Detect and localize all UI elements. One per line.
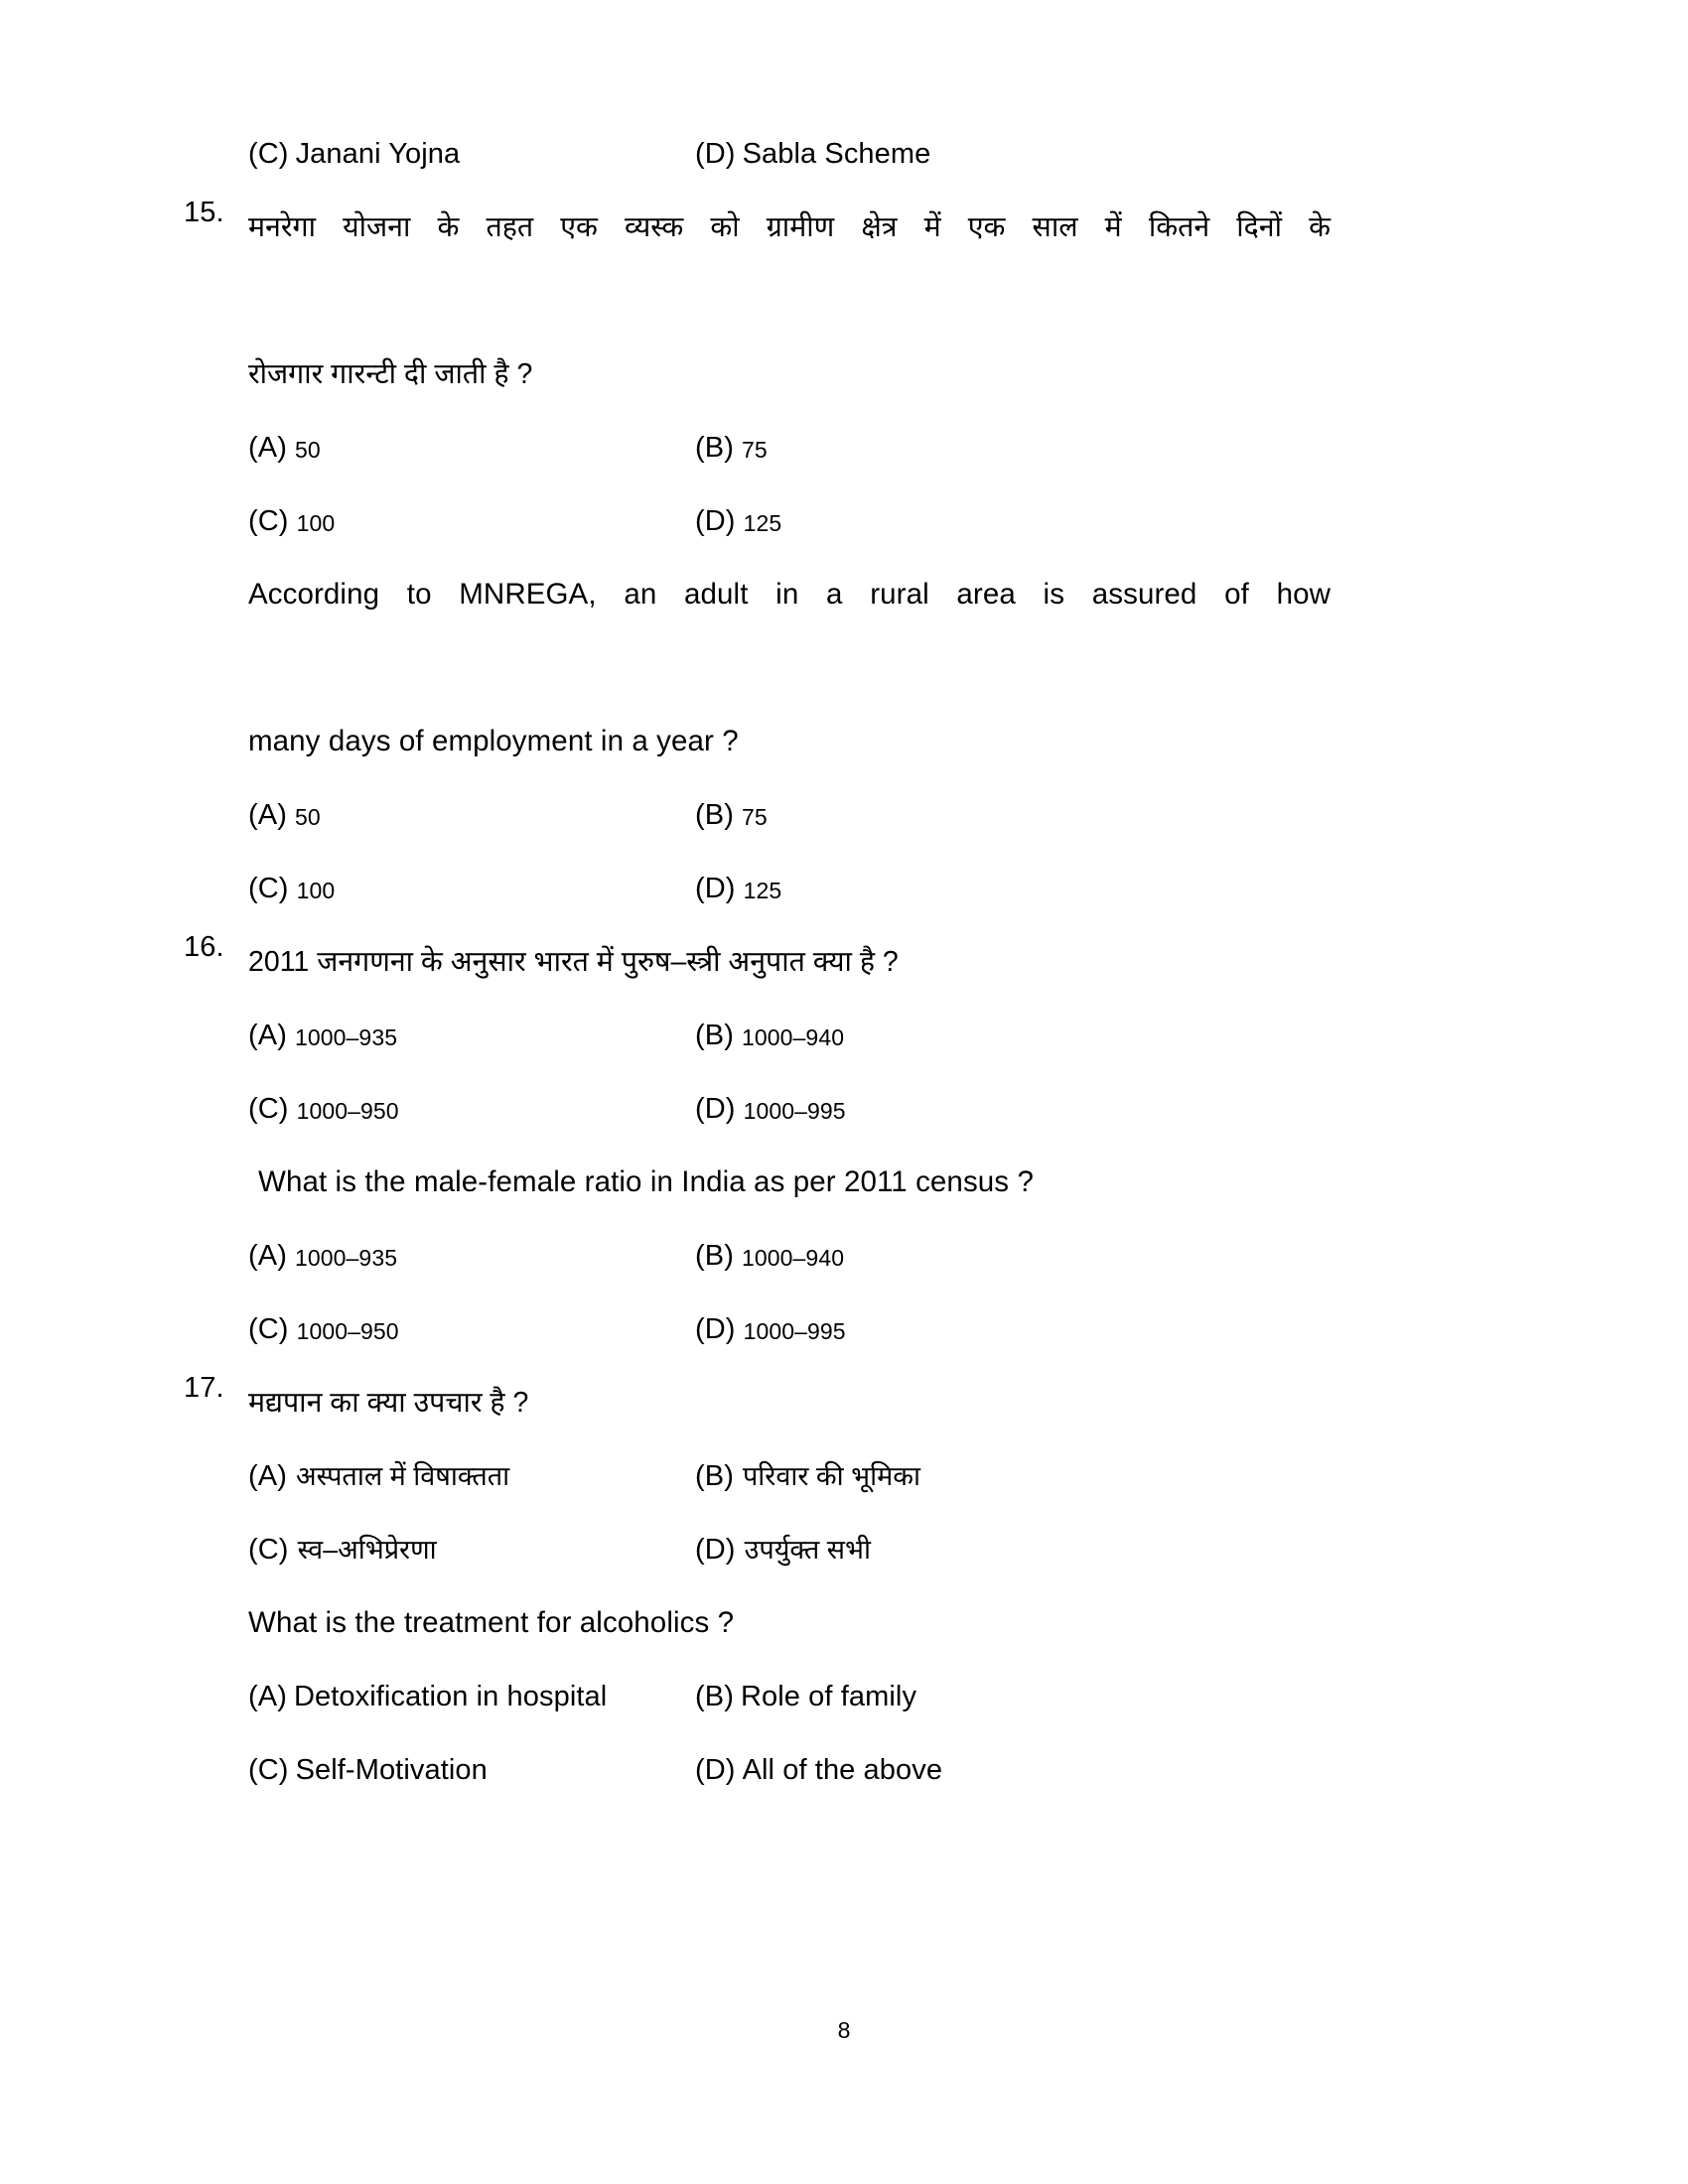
option-key: (B) xyxy=(695,798,734,831)
question-17-option-c-hi xyxy=(248,1533,695,1566)
question-16-options-hindi-row1 xyxy=(248,999,1331,1072)
option-key: (D) xyxy=(695,1312,736,1345)
question-16-option-a-hi xyxy=(248,1019,695,1051)
option-text: Self-Motivation xyxy=(295,1753,488,1786)
option-text: Role of family xyxy=(740,1680,917,1712)
question-16-option-b-en xyxy=(695,1239,1291,1272)
option-key: (A) xyxy=(248,1019,287,1051)
option-text: 75 xyxy=(741,436,768,463)
option-text: 125 xyxy=(743,509,782,536)
option-text: परिवार की भूमिका xyxy=(742,1460,920,1491)
question-15-option-b-hi xyxy=(695,431,1291,464)
option-text: 100 xyxy=(296,509,336,536)
option-text: 50 xyxy=(294,436,321,463)
option-key: (D) xyxy=(695,1753,736,1786)
carryover-options-row xyxy=(248,117,1331,191)
question-16-option-d-en xyxy=(695,1312,1291,1345)
question-15-options-hindi-row1 xyxy=(248,411,1331,484)
question-15-option-b-en xyxy=(695,798,1291,831)
option-d xyxy=(695,137,1291,170)
option-text: Detoxification in hospital xyxy=(293,1680,608,1712)
question-16-stem-hindi-line1: 2011 जनगणना के अनुसार भारत में पुरुष–स्त्री अनुपात क्या है ? xyxy=(248,946,899,978)
option-d-key: (D) xyxy=(695,137,736,170)
option-key: (C) xyxy=(248,1753,289,1786)
question-15-stem-english-line2: many days of employment in a year ? xyxy=(248,725,739,757)
option-c xyxy=(248,137,695,170)
option-text: 1000–995 xyxy=(743,1097,846,1124)
question-16-stem-english-line1: What is the male-female ratio in India as per 2011 census ? xyxy=(258,1165,1034,1198)
page-number: 8 xyxy=(837,2017,851,2043)
option-key: (B) xyxy=(695,1239,734,1272)
question-16-number: 16. xyxy=(184,931,224,963)
question-16-options-english-row1 xyxy=(248,1219,1331,1293)
question-16-options-hindi-row2 xyxy=(248,1072,1331,1146)
question-17-stem-hindi-line1: मद्यपान का क्या उपचार है ? xyxy=(248,1387,529,1419)
option-text: 1000–935 xyxy=(294,1024,398,1050)
question-15-options-hindi-row2 xyxy=(248,484,1331,558)
option-key: (D) xyxy=(695,1533,736,1566)
question-16-stem-english xyxy=(248,1146,1340,1219)
question-17-option-d-en xyxy=(695,1753,1291,1786)
question-16-option-b-hi xyxy=(695,1019,1291,1051)
question-15-stem-hindi-line2: रोजगार गारन्टी दी जाती है ? xyxy=(248,358,533,390)
question-15-option-a-en xyxy=(248,798,695,831)
question-17-options-hindi-row2 xyxy=(248,1513,1331,1586)
question-17-stem-english-line1: What is the treatment for alcoholics ? xyxy=(248,1606,735,1639)
question-17-option-b-en xyxy=(695,1680,1291,1712)
question-17 xyxy=(184,1366,1440,1807)
option-text: 50 xyxy=(294,803,321,830)
question-16-option-d-hi xyxy=(695,1092,1291,1125)
question-16-stem-hindi xyxy=(248,925,1331,999)
question-15-stem-english xyxy=(248,558,1331,778)
question-16-options-english-row2 xyxy=(248,1293,1331,1366)
option-text: 1000–995 xyxy=(743,1317,846,1344)
question-16-option-c-en xyxy=(248,1312,695,1345)
option-key: (B) xyxy=(695,431,734,464)
option-key: (C) xyxy=(248,1312,289,1345)
question-15-stem-hindi-line1: मनरेगा योजना के तहत एक व्यस्क को ग्रामीण क्षेत्र में एक साल में कितने दिनों के xyxy=(248,211,1331,243)
question-15-option-d-en xyxy=(695,872,1291,904)
option-text: 1000–935 xyxy=(294,1244,398,1271)
question-15-option-d-hi xyxy=(695,504,1291,537)
option-text: 1000–950 xyxy=(296,1097,399,1124)
option-text: उपर्युक्त सभी xyxy=(744,1534,871,1565)
option-key: (A) xyxy=(248,431,287,464)
option-key: (D) xyxy=(695,1092,736,1125)
option-text: 75 xyxy=(741,803,768,830)
option-key: (B) xyxy=(695,1019,734,1051)
question-17-stem-hindi xyxy=(248,1366,1331,1439)
option-d-text: Sabla Scheme xyxy=(742,137,931,170)
question-17-option-b-hi xyxy=(695,1459,1291,1492)
question-15-stem-english-line1: According to MNREGA, an adult in a rural area is assured of how xyxy=(248,578,1331,611)
option-key: (B) xyxy=(695,1680,734,1712)
question-17-stem-english xyxy=(248,1586,1331,1660)
question-17-option-a-en xyxy=(248,1680,695,1712)
option-key: (D) xyxy=(695,872,736,904)
option-text: All of the above xyxy=(742,1753,943,1786)
page-content xyxy=(184,117,1440,1807)
option-text: 1000–940 xyxy=(741,1244,845,1271)
question-15-option-c-hi xyxy=(248,504,695,537)
option-key: (A) xyxy=(248,1459,287,1492)
question-15-option-c-en xyxy=(248,872,695,904)
question-15-option-a-hi xyxy=(248,431,695,464)
question-17-options-english-row1 xyxy=(248,1660,1331,1733)
question-15-number: 15. xyxy=(184,197,224,228)
question-16 xyxy=(184,925,1440,1366)
question-17-number: 17. xyxy=(184,1372,224,1404)
option-key: (A) xyxy=(248,1680,287,1712)
option-key: (C) xyxy=(248,1533,289,1566)
option-text: स्व–अभिप्रेरणा xyxy=(297,1534,437,1565)
option-key: (A) xyxy=(248,1239,287,1272)
option-key: (A) xyxy=(248,798,287,831)
option-c-key: (C) xyxy=(248,137,289,170)
question-17-option-d-hi xyxy=(695,1533,1291,1566)
question-15-options-english-row1 xyxy=(248,778,1331,852)
question-17-options-hindi-row1 xyxy=(248,1439,1331,1513)
option-text: अस्पताल में विषाक्तता xyxy=(295,1460,510,1491)
option-key: (C) xyxy=(248,504,289,537)
option-text: 125 xyxy=(743,877,782,903)
question-17-option-c-en xyxy=(248,1753,695,1786)
option-key: (C) xyxy=(248,1092,289,1125)
question-17-option-a-hi xyxy=(248,1459,695,1492)
option-c-text: Janani Yojna xyxy=(295,137,461,170)
question-16-option-c-hi xyxy=(248,1092,695,1125)
question-15 xyxy=(184,191,1440,925)
option-text: 100 xyxy=(296,877,336,903)
option-key: (D) xyxy=(695,504,736,537)
question-17-options-english-row2 xyxy=(248,1733,1331,1807)
option-key: (C) xyxy=(248,872,289,904)
option-text: 1000–940 xyxy=(741,1024,845,1050)
question-15-options-english-row2 xyxy=(248,852,1331,925)
option-text: 1000–950 xyxy=(296,1317,399,1344)
question-16-option-a-en xyxy=(248,1239,695,1272)
option-key: (B) xyxy=(695,1459,734,1492)
question-15-stem-hindi xyxy=(248,191,1331,411)
